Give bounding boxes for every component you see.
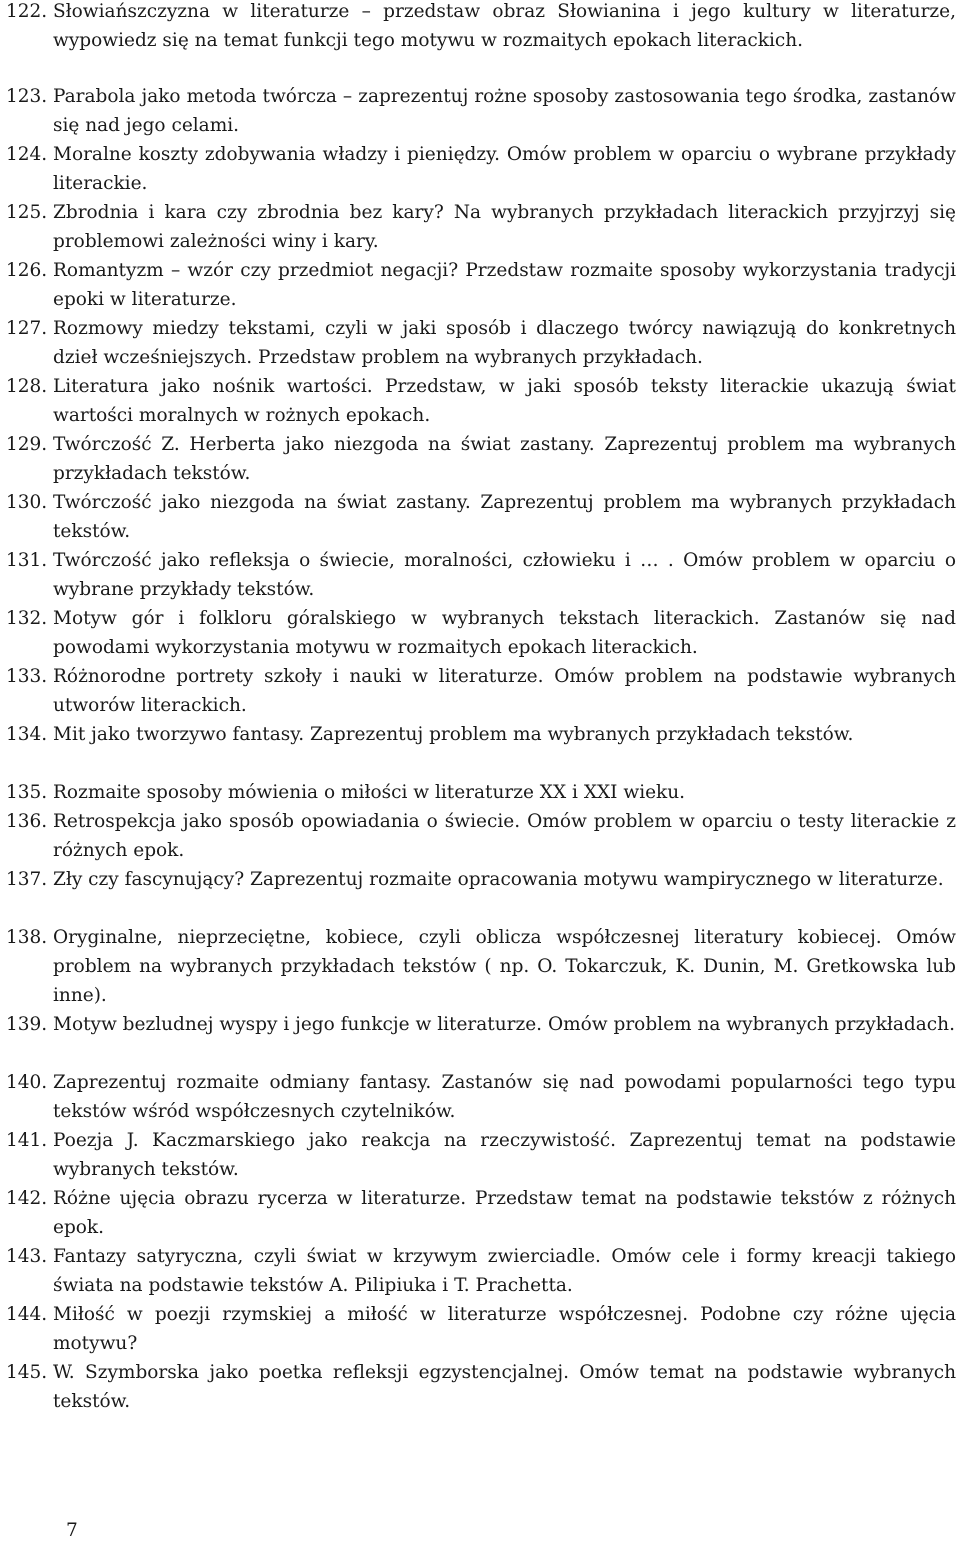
item-number: 130. xyxy=(6,492,48,513)
item-text: Twórczość jako niezgoda na świat zastany. Zaprezentuj problem ma wybranych przykładach tekstów. xyxy=(53,492,956,542)
item-number: 135. xyxy=(6,782,48,803)
item-number: 129. xyxy=(6,434,48,455)
item-number: 127. xyxy=(6,318,48,339)
page-number: 7 xyxy=(66,1520,78,1541)
item-text: W. Szymborska jako poetka refleksji egzystencjalnej. Omów temat na podstawie wybranych tekstów. xyxy=(53,1362,956,1412)
item-text: Rozmaite sposoby mówienia o miłości w literaturze XX i XXI wieku. xyxy=(53,782,686,803)
item-number: 122. xyxy=(6,1,48,22)
item-text: Motyw gór i folkloru góralskiego w wybranych tekstach literackich. Zastanów się nad powodami wykorzystania motywu w rozmaitych epokach literackich. xyxy=(53,608,956,658)
item-text: Rozmowy miedzy tekstami, czyli w jaki sposób i dlaczego twórcy nawiązują do konkretnych dzieł wcześniejszych. Przedstaw problem na wybranych przykładach. xyxy=(53,318,956,368)
item-text: Twórczość jako refleksja o świecie, moralności, człowieku i … . Omów problem w oparciu o wybrane przykłady tekstów. xyxy=(53,550,956,600)
item-text: Zaprezentuj rozmaite odmiany fantasy. Zastanów się nad powodami popularności tego typu tekstów wśród współczesnych czytelników. xyxy=(53,1072,956,1122)
item-number: 126. xyxy=(6,260,48,281)
item-number: 143. xyxy=(6,1246,48,1267)
item-text: Zły czy fascynujący? Zaprezentuj rozmaite opracowania motywu wampirycznego w literaturze. xyxy=(53,869,944,890)
item-text: Literatura jako nośnik wartości. Przedstaw, w jaki sposób teksty literackie ukazują świat wartości moralnych w rożnych epokach. xyxy=(53,376,956,426)
item-text: Mit jako tworzywo fantasy. Zaprezentuj problem ma wybranych przykładach tekstów. xyxy=(53,724,854,745)
item-number: 124. xyxy=(6,144,48,165)
item-text: Poezja J. Kaczmarskiego jako reakcja na rzeczywistość. Zaprezentuj temat na podstawie wybranych tekstów. xyxy=(53,1130,956,1180)
item-number: 141. xyxy=(6,1130,48,1151)
item-text: Moralne koszty zdobywania władzy i pieniędzy. Omów problem w oparciu o wybrane przykłady literackie. xyxy=(53,144,956,194)
item-number: 125. xyxy=(6,202,48,223)
item-text: Twórczość Z. Herberta jako niezgoda na świat zastany. Zaprezentuj problem ma wybranych przykładach tekstów. xyxy=(53,434,956,484)
item-text: Miłość w poezji rzymskiej a miłość w literaturze współczesnej. Podobne czy różne ujęcia motywu? xyxy=(53,1304,956,1354)
item-number: 123. xyxy=(6,86,48,107)
item-number: 140. xyxy=(6,1072,48,1093)
item-text: Fantazy satyryczna, czyli świat w krzywym zwierciadle. Omów cele i formy kreacji takiego świata na podstawie tekstów A. Pilipiuka i T. Prachetta. xyxy=(53,1246,956,1296)
item-text: Zbrodnia i kara czy zbrodnia bez kary? Na wybranych przykładach literackich przyjrzyj się problemowi zależności winy i kary. xyxy=(53,202,956,252)
item-number: 138. xyxy=(6,927,48,948)
item-text: Różne ujęcia obrazu rycerza w literaturze. Przedstaw temat na podstawie tekstów z różnych epok. xyxy=(53,1188,956,1238)
item-number: 142. xyxy=(6,1188,48,1209)
item-text: Romantyzm – wzór czy przedmiot negacji? Przedstaw rozmaite sposoby wykorzystania tradycji epoki w literaturze. xyxy=(53,260,956,310)
item-text: Oryginalne, nieprzeciętne, kobiece, czyli oblicza współczesnej literatury kobiecej. Omów problem na wybranych przykładach tekstów ( np. O. Tokarczuk, K. Dunin, M. Gretkowska lub inne). xyxy=(53,927,956,1006)
item-number: 137. xyxy=(6,869,48,890)
item-number: 131. xyxy=(6,550,48,571)
item-text: Parabola jako metoda twórcza – zaprezentuj rożne sposoby zastosowania tego środka, zastanów się nad jego celami. xyxy=(53,86,956,136)
item-number: 128. xyxy=(6,376,48,397)
item-number: 144. xyxy=(6,1304,48,1325)
item-number: 139. xyxy=(6,1014,48,1035)
item-number: 134. xyxy=(6,724,48,745)
item-text: Słowiańszczyzna w literaturze – przedstaw obraz Słowianina i jego kultury w literaturze, wypowiedz się na temat funkcji tego motywu w rozmaitych epokach literackich. xyxy=(53,1,956,51)
item-text: Motyw bezludnej wyspy i jego funkcje w literaturze. Omów problem na wybranych przykładach. xyxy=(53,1014,955,1035)
item-number: 132. xyxy=(6,608,48,629)
item-number: 145. xyxy=(6,1362,48,1383)
item-number: 133. xyxy=(6,666,48,687)
item-text: Różnorodne portrety szkoły i nauki w literaturze. Omów problem na podstawie wybranych utworów literackich. xyxy=(53,666,956,716)
item-text: Retrospekcja jako sposób opowiadania o świecie. Omów problem w oparciu o testy literackie z różnych epok. xyxy=(53,811,956,861)
item-number: 136. xyxy=(6,811,48,832)
